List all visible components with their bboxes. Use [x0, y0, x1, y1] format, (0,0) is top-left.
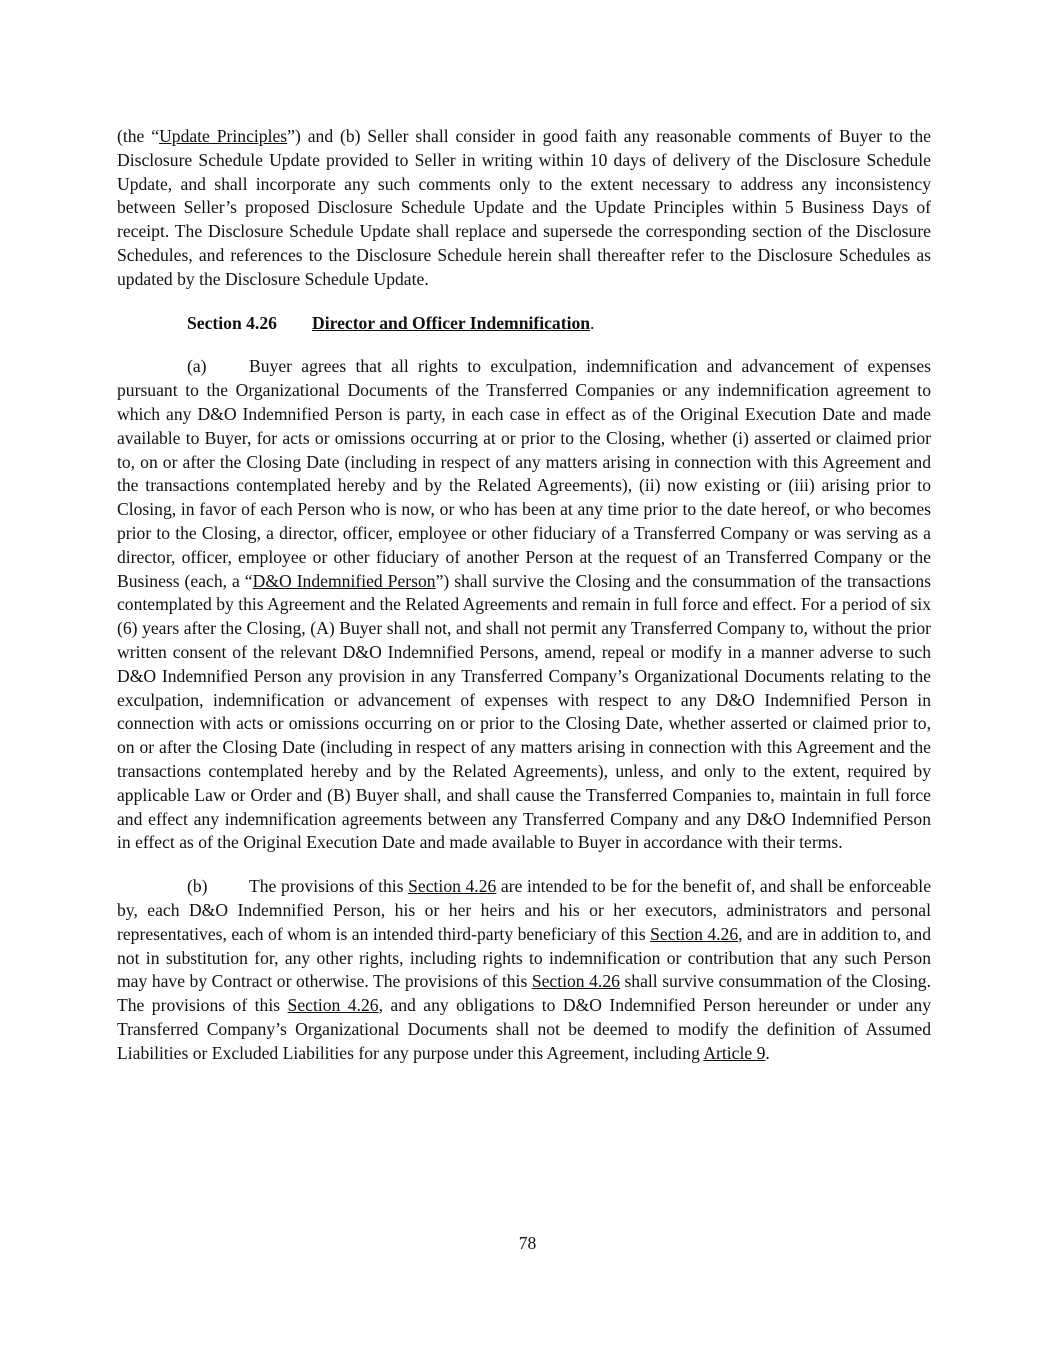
- subsection-b-text-5: , and any obligations to D&O Indemnified Person hereunder or under any Transferred Company’s Organizational Documents shall not be deemed to modify the definition of Assumed Liabilities or Excluded Liabilities for any purpose under this Agreement, including: [117, 995, 931, 1063]
- section-heading: [117, 312, 931, 336]
- intro-text-2: ”) and (b) Seller shall consider in good faith any reasonable comments of Buyer to the Disclosure Schedule Update provided to Seller in writing within 10 days of delivery of the Disclosure Schedule Update, and shall incorporate any such comments only to the extent necessary to address any inconsistency between Seller’s proposed Disclosure Schedule Update and the Update Principles within 5 Business Days of receipt. The Disclosure Schedule Update shall replace and supersede the corresponding section of the Disclosure Schedules, and references to the Disclosure Schedule herein shall thereafter refer to the Disclosure Schedules as updated by the Disclosure Schedule Update.: [117, 126, 931, 289]
- subsection-b-label: (b): [187, 876, 208, 897]
- subsection-a-label: (a): [187, 356, 207, 377]
- subsection-a-text-1: Buyer agrees that all rights to exculpation, indemnification and advancement of expenses pursuant to the Organizational Documents of the Transferred Companies or any indemnification agreement to which any D&O Indemnified Person is party, in each case in effect as of the Original Execution Date and made available to Buyer, for acts or omissions occurring at or prior to the Closing, whether (i) asserted or claimed prior to, on or after the Closing Date (including in respect of any matters arising in connection with this Agreement and the transactions contemplated hereby and by the Related Agreements), (ii) now existing or (iii) arising prior to Closing, in favor of each Person who is now, or who has been at any time prior to the date hereof, or who becomes prior to the Closing, a director, officer, employee or other fiduciary of a Transferred Company or was serving as a director, officer, employee or other fiduciary of another Person at the request of an Transferred Company or the Business (each, a “: [117, 356, 931, 591]
- subsection-b: [117, 875, 931, 1065]
- section-number: Section 4.26: [187, 312, 277, 333]
- document-page: [117, 125, 931, 1085]
- cross-reference-section-4-26[interactable]: Section 4.26: [650, 923, 739, 944]
- subsection-b-text-3: , and are in addition to, and not in substitution for, any other rights, including rights to indemnification or contribution that any such Person may have by Contract or otherwise. The provisions of this: [117, 923, 931, 992]
- defined-term-update-principles: Update Principles: [159, 126, 288, 146]
- cross-reference-section-4-26[interactable]: Section 4.26: [408, 876, 497, 897]
- subsection-b-text-4: shall survive consummation of the Closing. The provisions of this: [117, 971, 931, 1016]
- page-number: 78: [518, 1233, 537, 1253]
- defined-term-do-indemnified-person: D&O Indemnified Person: [252, 570, 436, 591]
- subsection-a-text-2: ”) shall survive the Closing and the consummation of the transactions contemplated by this Agreement and the Related Agreements and remain in full force and effect. For a period of six (6) years after the Closing, (A) Buyer shall not, and shall not permit any Transferred Company to, without the prior written consent of the relevant D&O Indemnified Persons, amend, repeal or modify in a manner adverse to such D&O Indemnified Person any provision in any Transferred Company’s Organizational Documents relating to the exculpation, indemnification or advancement of expenses with respect to any D&O Indemnified Person in connection with acts or omissions occurring on or prior to the Closing Date, whether asserted or claimed prior to, on or after the Closing Date (including in respect of any matters arising in connection with this Agreement and the transactions contemplated hereby and by the Related Agreements), unless, and only to the extent, required by applicable Law or Order and (B) Buyer shall, and shall cause the Transferred Companies to, maintain in full force and effect any indemnification agreements between any Transferred Company and any D&O Indemnified Person in effect as of the Original Execution Date and made available to Buyer in accordance with their terms.: [117, 570, 931, 853]
- subsection-b-text-1: The provisions of this: [249, 876, 409, 897]
- subsection-a: [117, 355, 931, 855]
- intro-paragraph: [117, 125, 931, 292]
- cross-reference-section-4-26[interactable]: Section 4.26: [531, 971, 620, 992]
- section-title: Director and Officer Indemnification: [312, 312, 591, 333]
- section-title-period: .: [590, 312, 595, 333]
- cross-reference-article-9[interactable]: Article 9: [703, 1042, 766, 1063]
- intro-text-1: (the “: [117, 126, 160, 146]
- subsection-b-text-6: .: [765, 1042, 770, 1063]
- subsection-b-text-2: are intended to be for the benefit of, and shall be enforceable by, each D&O Indemnified Person, his or her heirs and his or her executors, administrators and personal representatives, each of whom is an intended third-party beneficiary of this: [117, 876, 932, 944]
- cross-reference-section-4-26[interactable]: Section 4.26: [287, 995, 379, 1016]
